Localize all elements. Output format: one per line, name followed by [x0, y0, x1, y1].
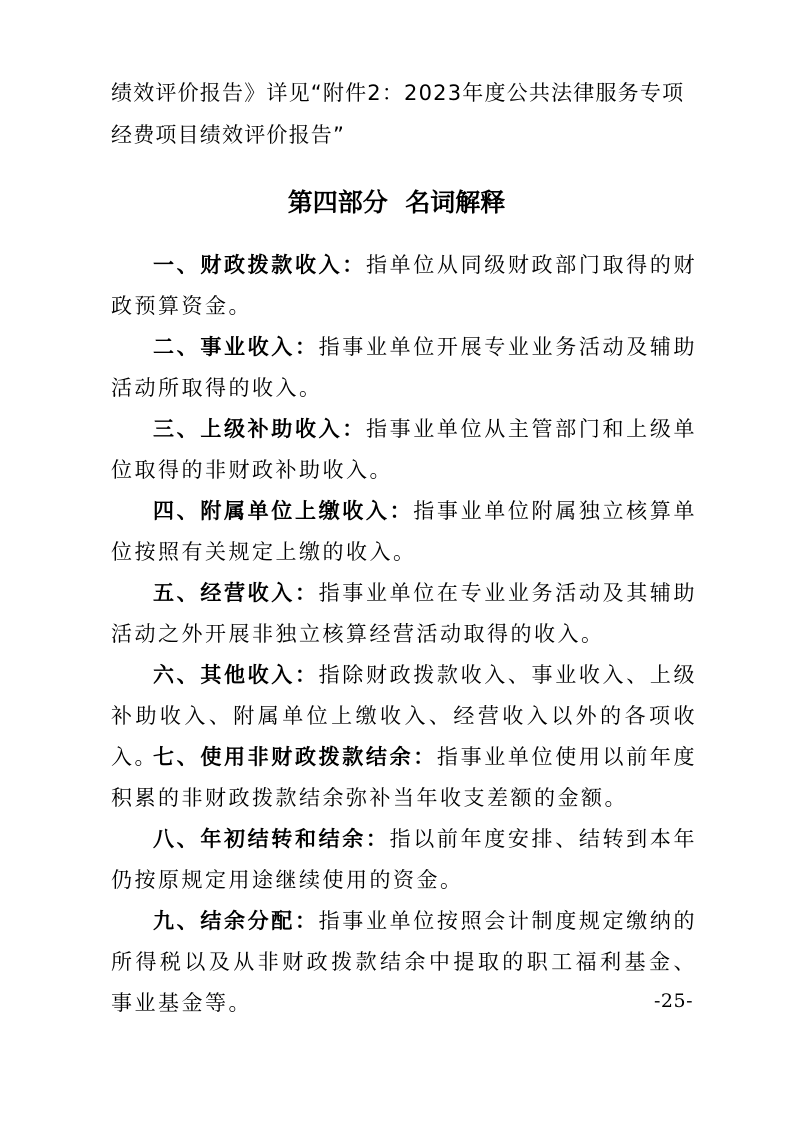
definition-text: 指事业单位附属独立核算单位按照有关规定上缴的收入。	[111, 499, 697, 564]
definition-term: 九、结余分配：	[153, 909, 319, 933]
definition-text: 指除财政拨款收入、事业收入、上级补助收入、附属单位上缴收入、经营收入以外的各项收入。	[111, 663, 698, 769]
definition-text: 指事业单位使用以前年度积累的非财政拨款结余弥补当年收支差额的金额。	[111, 745, 698, 810]
definition-text: 指以前年度安排、结转到本年仍按原规定用途继续使用的资金。	[111, 827, 698, 892]
intro-paragraph: 绩效评价报告》详见“附件2：2023年度公共法律服务专项经费项目绩效评价报告”	[111, 81, 685, 147]
definition-term: 六、其他收入：	[153, 663, 319, 687]
definition-item	[111, 819, 697, 901]
definition-item	[111, 573, 697, 655]
definition-text: 指事业单位按照会计制度规定缴纳的所得税以及从非财政拨款结余中提取的职工福利基金、事业基金等。	[111, 909, 698, 1015]
definition-text: 指事业单位开展专业业务活动及辅助活动所取得的收入。	[111, 335, 698, 400]
definition-term: 七、使用非财政拨款结余：	[153, 745, 437, 769]
definition-term: 一、财政拨款收入：	[153, 253, 366, 277]
definition-item	[111, 327, 697, 409]
definition-item	[111, 245, 697, 327]
definition-text: 指事业单位在专业业务活动及其辅助活动之外开展非独立核算经营活动取得的收入。	[111, 581, 698, 646]
definition-term: 二、事业收入：	[153, 335, 319, 359]
definition-term: 五、经营收入：	[153, 581, 319, 605]
definition-item	[111, 409, 697, 491]
definition-text: 指事业单位从主管部门和上级单位取得的非财政补助收入。	[111, 417, 698, 482]
definition-term: 八、年初结转和结余：	[153, 827, 390, 851]
section-title: 第四部分 名词解释	[287, 188, 506, 217]
definition-item	[111, 491, 697, 573]
page-number: -25-	[653, 990, 693, 1012]
definition-item	[111, 737, 697, 819]
definition-text: 指单位从同级财政部门取得的财政预算资金。	[111, 253, 698, 318]
definition-term: 三、上级补助收入：	[153, 417, 366, 441]
definition-term: 四、附属单位上缴收入：	[153, 499, 414, 523]
